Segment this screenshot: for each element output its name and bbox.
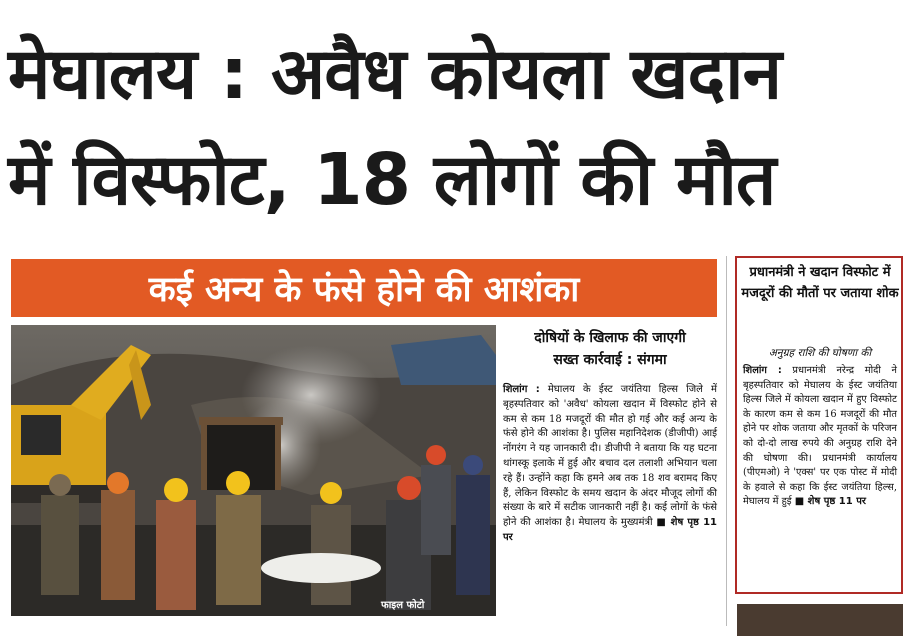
- next-story-photo: [737, 604, 903, 636]
- article-subhead: [503, 327, 717, 371]
- sidebar-body-text: प्रधानमंत्री नरेन्द्र मोदी ने बृहस्पतिवार को मेघालय के ईस्ट जयंतिया हिल्स जिले में कोयला खदान में हुए विस्फोट के कारण कम से कम 16 मजदूरों की मौत होने पर शोक जताया और मृतकों के परिजन को दो-दो लाख रुपये की अनुग्रह राशि देने की घोषणा की। प्रधानमंत्री कार्यालय (पीएमओ) ने 'एक्स' पर एक पोस्ट में मोदी के हवाले से कहा कि ईस्ट जयंतिया हिल्स, मेघालय में हुई: [743, 365, 897, 508]
- sidebar-continued-link[interactable]: ■ शेष पृष्ठ 11 पर: [794, 496, 866, 508]
- sidebar-body: [743, 364, 897, 510]
- mine-rescue-photo: [11, 325, 496, 616]
- photo-credit: फाइल फोटो: [381, 600, 425, 611]
- sidebar-subtitle: अनुग्रह राशि की घोषणा की: [768, 347, 872, 359]
- headline: [0, 0, 909, 250]
- article-body: [503, 383, 717, 546]
- article-dateline: शिलांग :: [503, 384, 540, 395]
- subhead-line-2: सख्त कार्रवाई : संगमा: [553, 352, 667, 368]
- headline-line-1: मेघालय : अवैध कोयला खदान: [8, 32, 781, 115]
- headline-line-2: में विस्फोट, 18 लोगों की मौत: [8, 138, 776, 221]
- sub-headline-banner: कई अन्य के फंसे होने की आशंका: [11, 259, 717, 317]
- sidebar-title: प्रधानमंत्री ने खदान विस्फोट में मजदूरों की मौतों पर जताया शोक: [741, 265, 899, 301]
- sidebar-story: [735, 256, 903, 594]
- subhead-line-1: दोषियों के खिलाफ की जाएगी: [534, 330, 686, 346]
- news-photo: [11, 325, 496, 616]
- sidebar-dateline: शिलांग :: [743, 365, 782, 376]
- article-body-text: मेघालय के ईस्ट जयंतिया हिल्स जिले में बृहस्पतिवार को 'अवैध' कोयला खदान में विस्फोट होने से कम से कम 18 मजदूरों की मौत हो गई और कई अन्य के फंसे होने की आशंका है। पुलिस महानिदेशक (डीजीपी) आई नोंगरंग ने यह जानकारी दी। डीजीपी ने बताया कि यह घटना थांगस्कू इलाके में हुई और बचाव दल तलाशी अभियान चला रहे हैं। उन्होंने कहा कि हमने अब तक 18 शव बरामद किए हैं, लेकिन विस्फोट के समय खदान के अंदर मौजूद लोगों की संख्या के बारे में सटीक जानकारी नहीं है। कई लोगों के फंसे होने की आशंका है। मेघालय के मुख्यमंत्री: [503, 384, 717, 529]
- article-continued-link[interactable]: ■ शेष पृष्ठ 11 पर: [503, 517, 717, 543]
- column-divider: [726, 256, 727, 626]
